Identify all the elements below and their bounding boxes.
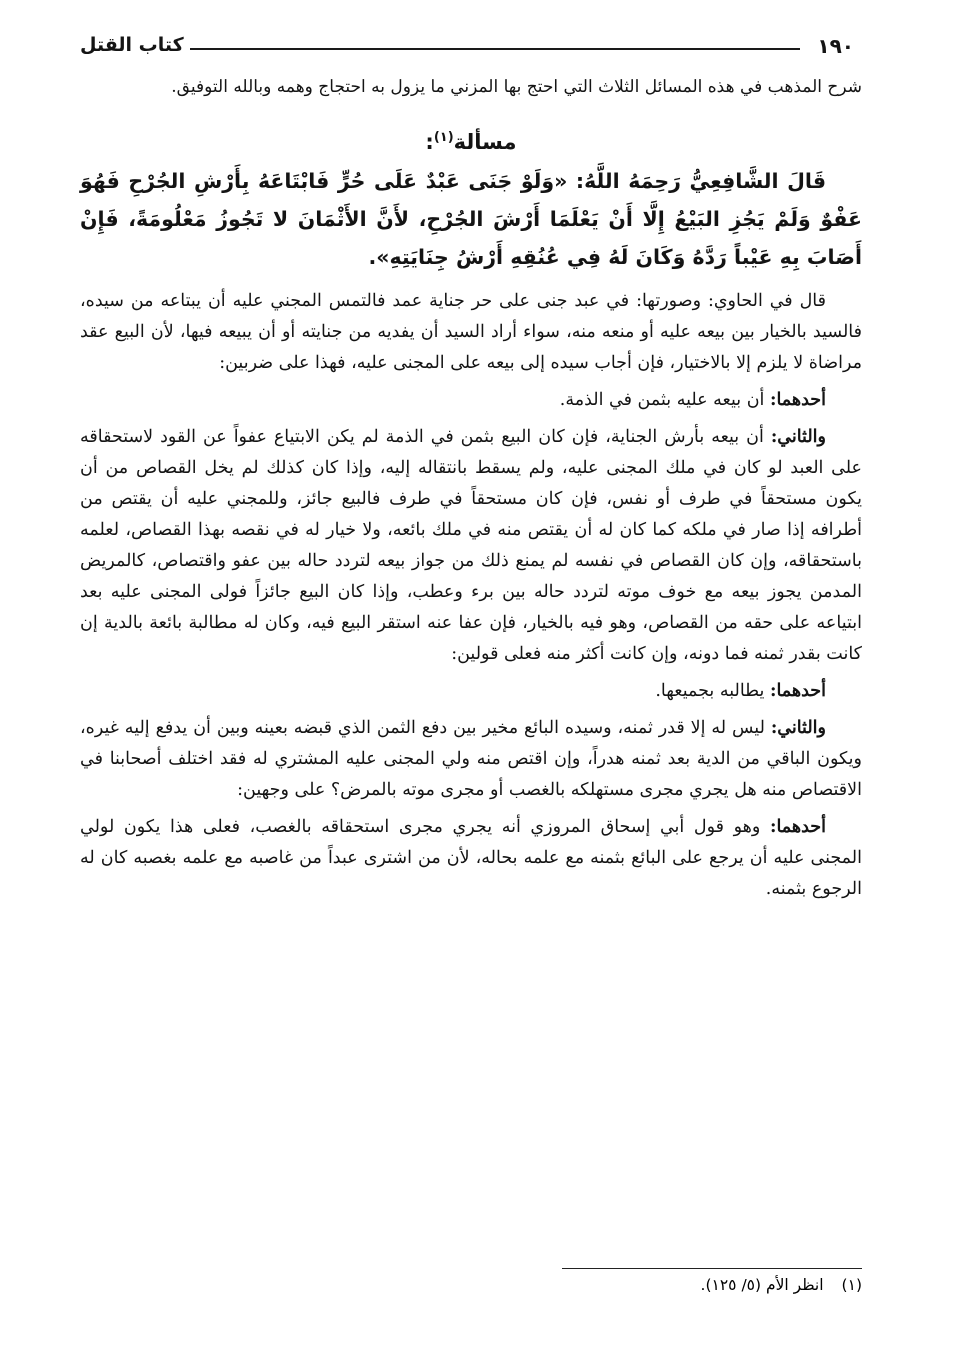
paragraph-lead: أحدهما:: [769, 390, 826, 410]
header-rule: [190, 48, 800, 50]
shafii-quote: قَالَ الشَّافِعِيُّ رَحِمَهُ اللَّهُ: «وَلَوْ جَنَى عَبْدٌ عَلَى حُرٍّ فَابْتَاعَهُ بِأَرْشِ الجُرْحِ فَهُوَ عَفْوٌ وَلَمْ يَجُزِ البَيْعُ إِلَّا أَنْ يَعْلَمَا أَرْشَ الجُرْحِ، لأَنَّ الأَثْمَانَ لا تَجُوزُ مَعْلُومَةً، فَإِنْ أَصَابَ بِهِ عَيْباً رَدَّهُ وَكَانَ لَهُ فِي عُنُقِهِ أَرْشُ جِنَايَتِهِ».: [80, 169, 862, 269]
paragraph-text: أن بيعه بأرش الجناية، فإن كان البيع بثمن في الذمة لم يكن الابتياع عفواً عن القود لاستحقاقه على العبد لو كان في ملك المجنى عليه، ولم يسقط بانتقاله إليه، وإذا كان كذلك لم يخل القصاص من أن يكون مستحقاً في طرف أو نفس، فإن كان مستحقاً في طرف فالبيع جائز، وللمجني عليه أن يقتص من أطرافه إذا صار في ملكه كما كان له أن يقتص منه في ملك بائعه، ولا خيار له في نقصه بهذا القصاص، لعلمه باستحقاقه، وإن كان القصاص في نفسه لم يمنع ذلك من جواز بيعه لتردد حاله بين عفو واقتصاص، كالمريض المدمن يجوز بيعه مع خوف موته لتردد حاله بين برء وعطب، وإذا كان البيع جائزاً فولى المجنى عليه بعد ابتياعه على حقه من القصاص، وهو فيه بالخيار، فإن عفا عنه استقر البيع فيه، وكان له مطالبة بائعة بالدية إن كانت بقدر ثمنه فما دونه، وإن كانت أكثر منه فعلى قولين:: [80, 427, 862, 664]
paragraph-lead: والثاني:: [770, 427, 826, 447]
paragraph-text: يطالبه بجميعها.: [655, 681, 770, 701]
paragraph-3: [80, 422, 862, 670]
paragraph-4: [80, 676, 862, 707]
paragraph-text: قال في الحاوي: وصورتها: في عبد جنى على حر جناية عمد فالتمس المجني عليه أن يبتاعه من سيده، فالسيد بالخيار بين بيعه عليه أو منعه منه، سواء أراد السيد أن يفديه من جنايته أو أن يبيعه فيها، لأن البيع عقد مراضاة لا يلزم إلا بالاختيار، فإن أجاب سيده إلى بيعه على المجنى عليه، فهذا على ضربين:: [80, 291, 862, 373]
footnote: [701, 1276, 862, 1294]
intro-paragraph: شرح المذهب في هذه المسائل الثلاث التي احتج بها المزني ما يزول به احتجاج وهمه وبالله التوفيق.: [171, 77, 862, 97]
footnote-marker: (١): [433, 130, 454, 145]
footnote-number: (١): [841, 1276, 862, 1294]
paragraph-text: أن بيعه عليه بثمن في الذمة.: [559, 390, 770, 410]
paragraph-1: [80, 286, 862, 379]
heading-title: مسألة: [453, 130, 517, 154]
paragraph-2: [80, 385, 862, 416]
paragraph-lead: أحدهما:: [769, 681, 826, 701]
paragraph-text: ليس له إلا قدر ثمنه، وسيده البائع مخير بين دفع الثمن الذي قبضه بعينه وبين أن يدفع إليه غيره، ويكون الباقي من الدية بعد ثمنه هدراً، وإن اقتص منه ولي المجنى عليه المشتري له فقد اختلف أصحابنا في الاقتصاص منه هل يجري مجرى مستهلكه بالغصب أو مجرى موته بالمرض؟ على وجهين:: [80, 718, 862, 800]
footnote-text: انظر الأم (٥/ ١٢٥).: [700, 1276, 824, 1294]
section-heading: [80, 130, 862, 154]
paragraph-6: [80, 812, 862, 905]
heading-colon: :: [425, 130, 434, 154]
running-title: كتاب القتل: [80, 34, 184, 56]
paragraph-lead: والثاني:: [770, 718, 826, 738]
paragraph-text: وهو قول أبي إسحاق المروزي أنه يجري مجرى استحقاقه بالغصب، فعلى هذا يكون لولي المجنى عليه أن يرجع على البائع بثمنه مع علمه بحاله، لأن من اشترى عبداً من غاصبه مع علمه بغصبه كان له الرجوع بثمنه.: [80, 817, 862, 899]
paragraph-5: [80, 713, 862, 806]
footnote-rule: [562, 1268, 862, 1269]
paragraph-lead: أحدهما:: [769, 817, 826, 837]
page-header: [80, 26, 862, 68]
page-number: ١٩٠: [817, 34, 854, 58]
